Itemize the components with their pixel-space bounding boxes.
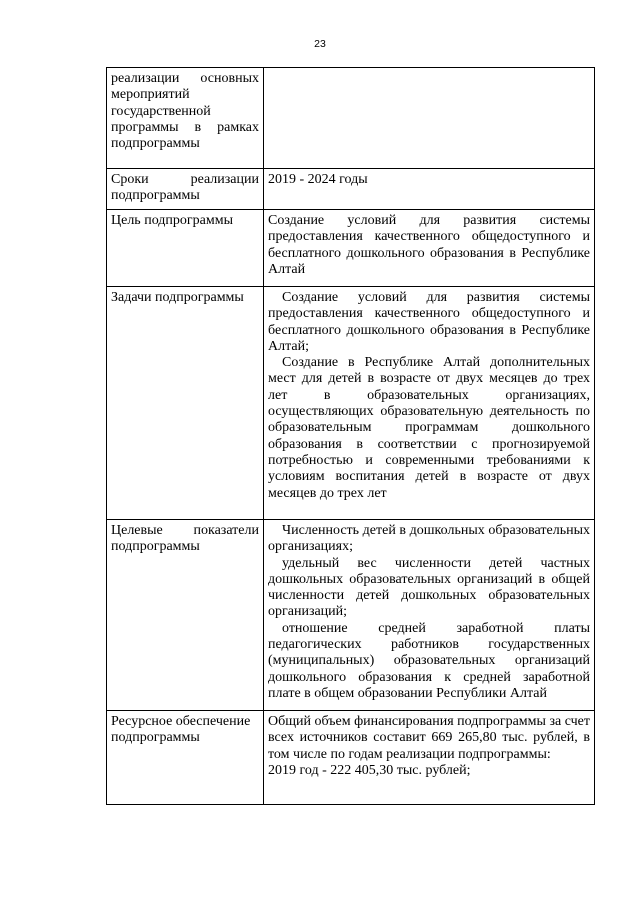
implementation-period: 2019 - 2024 годы — [268, 172, 368, 187]
row-value-cell — [264, 287, 595, 520]
row-value-cell — [264, 169, 595, 210]
funding-year-item: 2019 год - 222 405,30 тыс. рублей; — [268, 762, 471, 778]
subprogram-goal: Создание условий для развития системы предоставления качественного общедоступного и бесплатного дошкольного образования в Республике Алтай — [268, 213, 590, 277]
row-value-cell — [264, 210, 595, 287]
funding-summary: Общий объем финансирования подпрограммы за счет всех источников составит 669 265,80 тыс. рублей, в том числе по годам реализации подпрограммы: — [268, 714, 590, 762]
row-label: Сроки реализации подпрограммы — [111, 172, 259, 204]
row-value-cell — [264, 68, 595, 169]
row-label: Ресурсное обеспечение подпрограммы — [111, 714, 251, 746]
table-row — [107, 210, 595, 287]
row-label-cell — [107, 68, 264, 169]
row-label-cell — [107, 287, 264, 520]
row-label: реализации основных мероприятий государственной программы в рамках подпрограммы — [111, 71, 259, 152]
subprogram-passport-table — [106, 67, 595, 805]
target-indicator-item: Численность детей в дошкольных образовательных организациях; — [268, 523, 590, 555]
page-number: 23 — [314, 38, 326, 50]
row-value-cell — [264, 711, 595, 805]
row-label: Цель подпрограммы — [111, 213, 233, 228]
task-item: Создание условий для развития системы предоставления качественного общедоступного и бесплатного дошкольного образования в Республике Алтай; — [268, 290, 590, 354]
row-label-cell — [107, 520, 264, 711]
row-label-cell — [107, 210, 264, 287]
table-row — [107, 287, 595, 520]
row-label-cell — [107, 169, 264, 210]
target-indicator-item: удельный вес численности детей частных дошкольных образовательных организаций в общей численности детей дошкольных образовательных организаций; — [268, 555, 590, 620]
table-row — [107, 711, 595, 805]
task-item: Создание в Республике Алтай дополнительных мест для детей в возрасте от двух месяцев до трех лет в образовательных организациях, осуществляющих образовательную деятельность по образовательным программам дошкольного образования в соответствии с прогнозируемой потребностью и современными требованиями к условиям воспитания детей в возрасте от двух месяцев до трех лет — [268, 355, 590, 501]
table-row — [107, 68, 595, 169]
target-indicator-item: отношение средней заработной платы педагогических работников государственных (муниципальных) образовательных организаций дошкольного образования к средней заработной плате в общем образовании Республики Алтай — [268, 620, 590, 701]
row-label: Задачи подпрограммы — [111, 290, 244, 305]
row-value-cell — [264, 520, 595, 711]
table-row — [107, 520, 595, 711]
table-row — [107, 169, 595, 210]
row-label-cell — [107, 711, 264, 805]
row-label: Целевые показатели подпрограммы — [111, 523, 259, 555]
